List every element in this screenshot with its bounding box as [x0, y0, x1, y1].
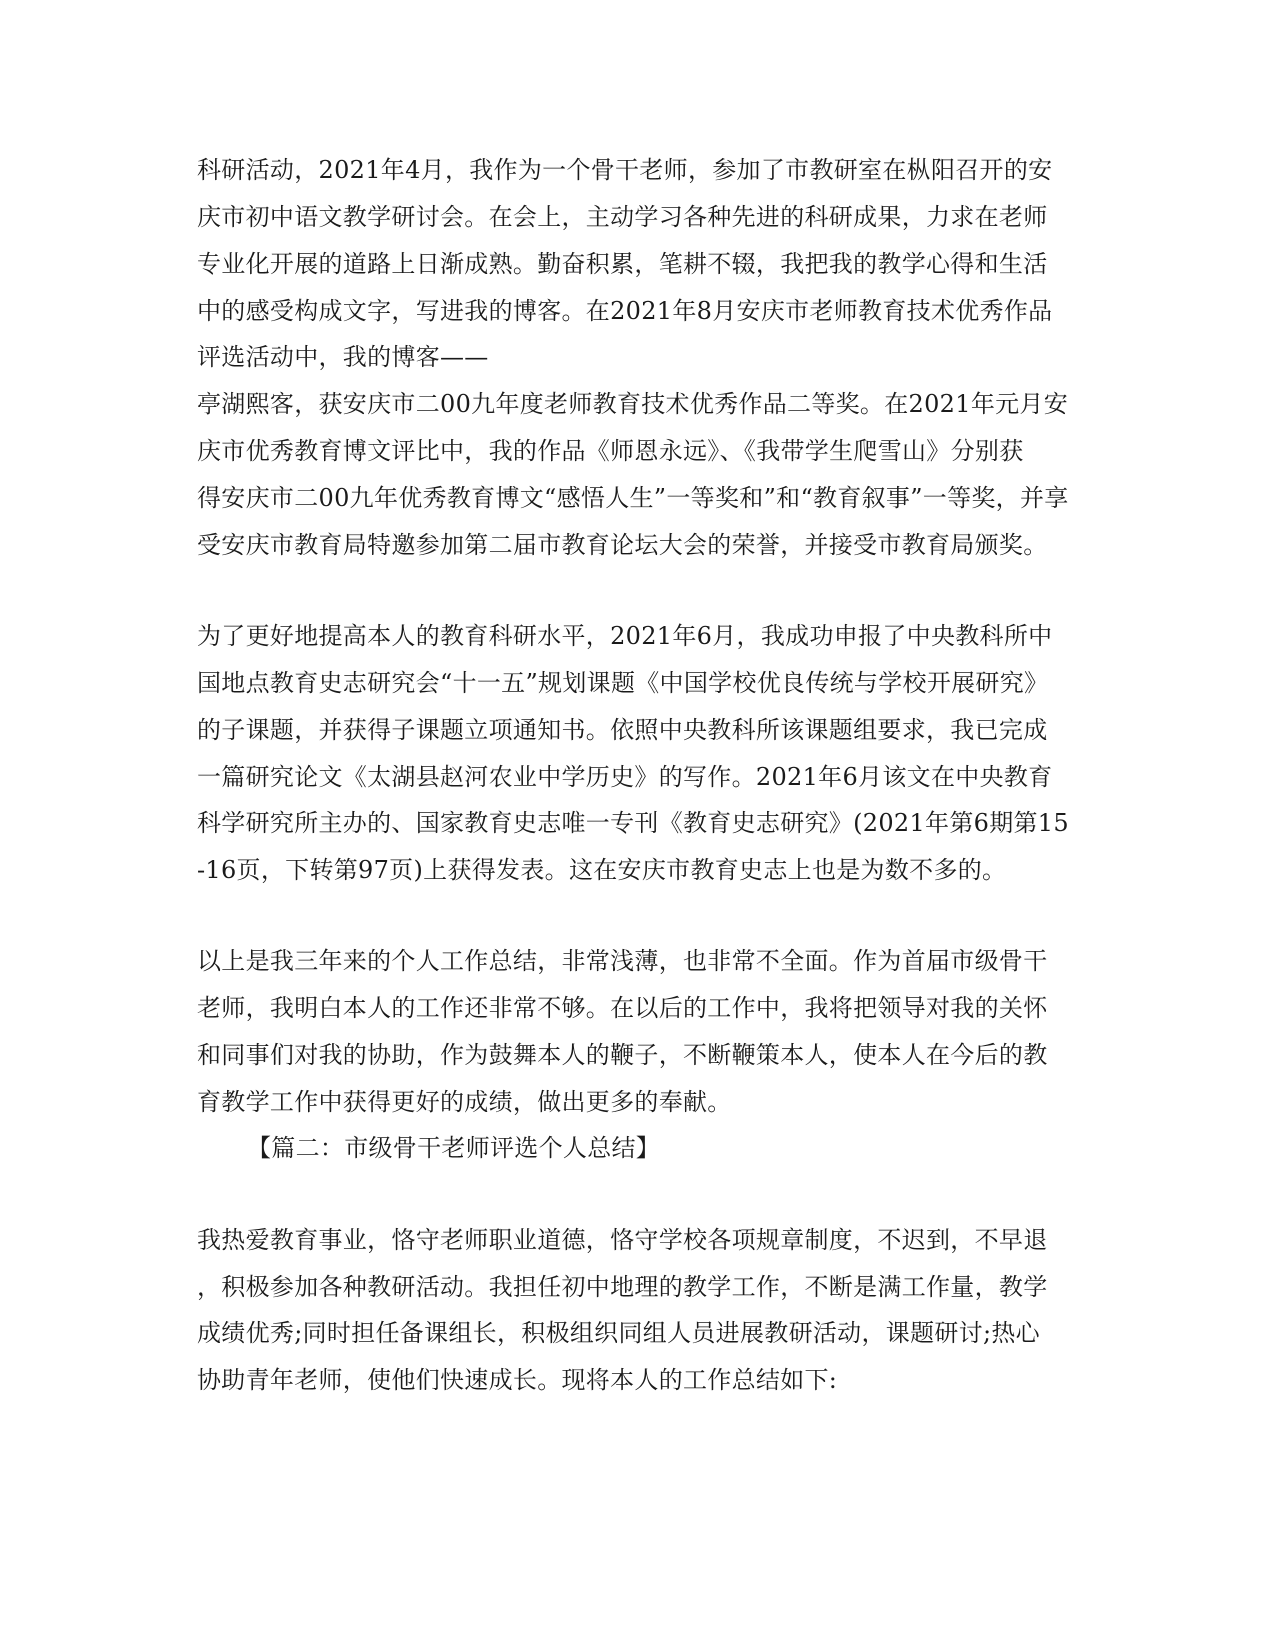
text-line: ，积极参加各种教研活动。我担任初中地理的教学工作，不断是满工作量，教学: [197, 1273, 1048, 1301]
text-line: 科学研究所主办的、国家教育史志唯一专刊《教育史志研究》(2021年第6期第15: [197, 809, 1069, 837]
text-line: 协助青年老师，使他们快速成长。现将本人的工作总结如下:: [197, 1366, 838, 1394]
text-line: 老师，我明白本人的工作还非常不够。在以后的工作中，我将把领导对我的关怀: [197, 994, 1048, 1022]
text-line: -16页，下转第97页)上获得发表。这在安庆市教育史志上也是为数不多的。: [197, 856, 1007, 884]
text-line: 成绩优秀;同时担任备课组长，积极组织同组人员进展教研活动，课题研讨;热心: [197, 1319, 1040, 1347]
text-line: 为了更好地提高本人的教育科研水平，2021年6月，我成功申报了中央教科所中: [197, 622, 1053, 650]
text-line: 庆市优秀教育博文评比中，我的作品《师恩永远》、《我带学生爬雪山》分别获: [197, 437, 1024, 465]
text-line: 亭湖熙客，获安庆市二00九年度老师教育技术优秀作品二等奖。在2021年元月安: [197, 390, 1069, 418]
text-line: 我热爱教育事业，恪守老师职业道德，恪守学校各项规章制度，不迟到，不早退: [197, 1226, 1048, 1254]
text-line: 以上是我三年来的个人工作总结，非常浅薄，也非常不全面。作为首届市级骨干: [197, 947, 1048, 975]
text-line: 受安庆市教育局特邀参加第二届市教育论坛大会的荣誉，并接受市教育局颁奖。: [197, 531, 1048, 559]
text-line: 科研活动，2021年4月，我作为一个骨干老师，参加了市教研室在枞阳召开的安: [197, 156, 1053, 184]
text-line: 和同事们对我的协助，作为鼓舞本人的鞭子，不断鞭策本人，使本人在今后的教: [197, 1041, 1048, 1069]
text-line: 国地点教育史志研究会“十一五”规划课题《中国学校优良传统与学校开展研究》: [197, 669, 1049, 697]
text-line: 一篇研究论文《太湖县赵河农业中学历史》的写作。2021年6月该文在中央教育: [197, 763, 1053, 791]
text-line: 得安庆市二00九年优秀教育博文“感悟人生”一等奖和”和“教育叙事”一等奖，并享: [197, 484, 1069, 512]
text-line: 专业化开展的道路上日渐成熟。勤奋积累，笔耕不辍，我把我的教学心得和生活: [197, 250, 1048, 278]
section-heading: 【篇二：市级骨干老师评选个人总结】: [247, 1134, 661, 1162]
text-line: 评选活动中，我的博客——: [197, 343, 489, 371]
text-line: 的子课题，并获得子课题立项通知书。依照中央教科所该课题组要求，我已完成: [197, 716, 1048, 744]
text-line: 中的感受构成文字，写进我的博客。在2021年8月安庆市老师教育技术优秀作品: [197, 297, 1053, 325]
text-line: 育教学工作中获得更好的成绩，做出更多的奉献。: [197, 1088, 732, 1116]
text-line: 庆市初中语文教学研讨会。在会上，主动学习各种先进的科研成果，力求在老师: [197, 203, 1048, 231]
